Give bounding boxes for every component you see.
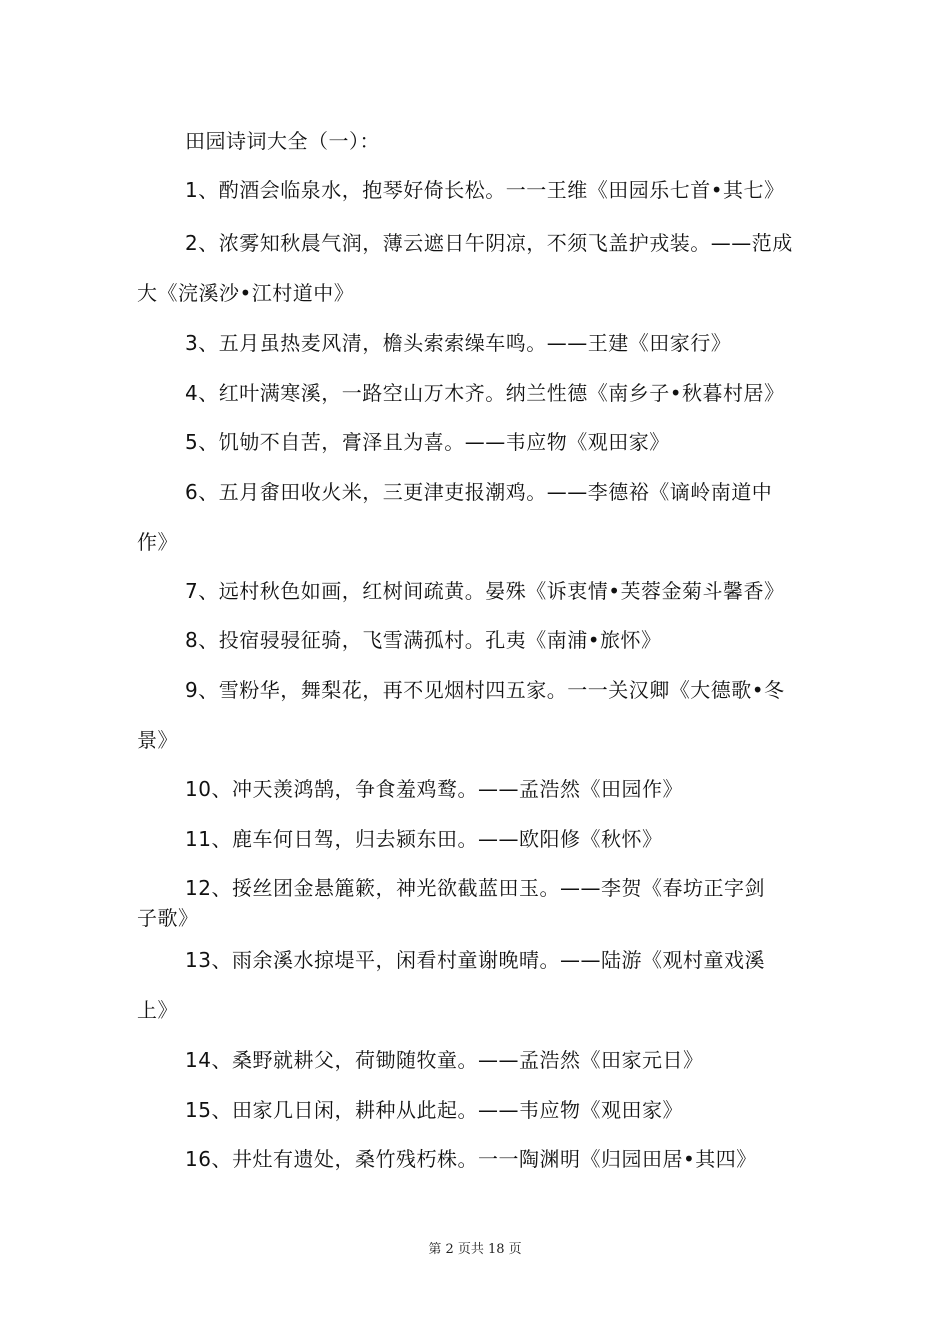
poem-line-4: 4、红叶满寒溪，一路空山万木齐。纳兰性德《南乡子•秋暮村居》: [185, 381, 785, 405]
poem-line-14: 14、桑野就耕父，荷锄随牧童。——孟浩然《田家元日》: [185, 1048, 704, 1072]
poem-line-16: 16、井灶有遗处，桑竹残朽株。一一陶渊明《归园田居•其四》: [185, 1147, 757, 1171]
poem-line-10: 10、冲天羡鸿鹄，争食羞鸡鹜。——孟浩然《田园作》: [185, 777, 683, 801]
poem-line-13b: 上》: [137, 998, 178, 1022]
poem-line-6b: 作》: [137, 530, 178, 554]
poem-line-7: 7、远村秋色如画，红树间疏黄。晏殊《诉衷情•芙蓉金菊斗馨香》: [185, 579, 785, 603]
poem-line-2b: 大《浣溪沙•江村道中》: [137, 281, 355, 305]
page-number-footer: 第 2 页共 18 页: [428, 1242, 522, 1257]
poem-line-15: 15、田家几日闲，耕种从此起。——韦应物《观田家》: [185, 1098, 683, 1122]
poem-line-3: 3、五月虽热麦风清，檐头索索缲车鸣。——王建《田家行》: [185, 331, 732, 355]
poem-line-13a: 13、雨余溪水掠堤平，闲看村童谢晚晴。——陆游《观村童戏溪: [185, 948, 765, 972]
poem-line-9a: 9、雪粉华，舞梨花，再不见烟村四五家。一一关汉卿《大德歌•冬: [185, 678, 785, 702]
poem-line-5: 5、饥劬不自苦，膏泽且为喜。——韦应物《观田家》: [185, 430, 670, 454]
poem-line-9b: 景》: [137, 728, 178, 752]
poem-line-1: 1、酌酒会临泉水，抱琴好倚长松。一一王维《田园乐七首•其七》: [185, 178, 785, 202]
poem-line-11: 11、鹿车何日驾，归去颍东田。——欧阳修《秋怀》: [185, 827, 663, 851]
poem-line-6a: 6、五月畬田收火米，三更津吏报潮鸡。——李德裕《谪岭南道中: [185, 480, 773, 504]
document-heading: 田园诗词大全（一）：: [185, 129, 380, 153]
poem-line-8: 8、投宿骎骎征骑，飞雪满孤村。孔夷《南浦•旅怀》: [185, 628, 662, 652]
poem-line-2a: 2、浓雾知秋晨气润，薄云遮日午阴凉，不须飞盖护戎装。——范成: [185, 231, 793, 255]
poem-line-12b: 子歌》: [137, 906, 199, 930]
poem-line-12a: 12、挼丝团金悬簏簌，神光欲截蓝田玉。——李贺《春坊正字剑: [185, 876, 765, 900]
